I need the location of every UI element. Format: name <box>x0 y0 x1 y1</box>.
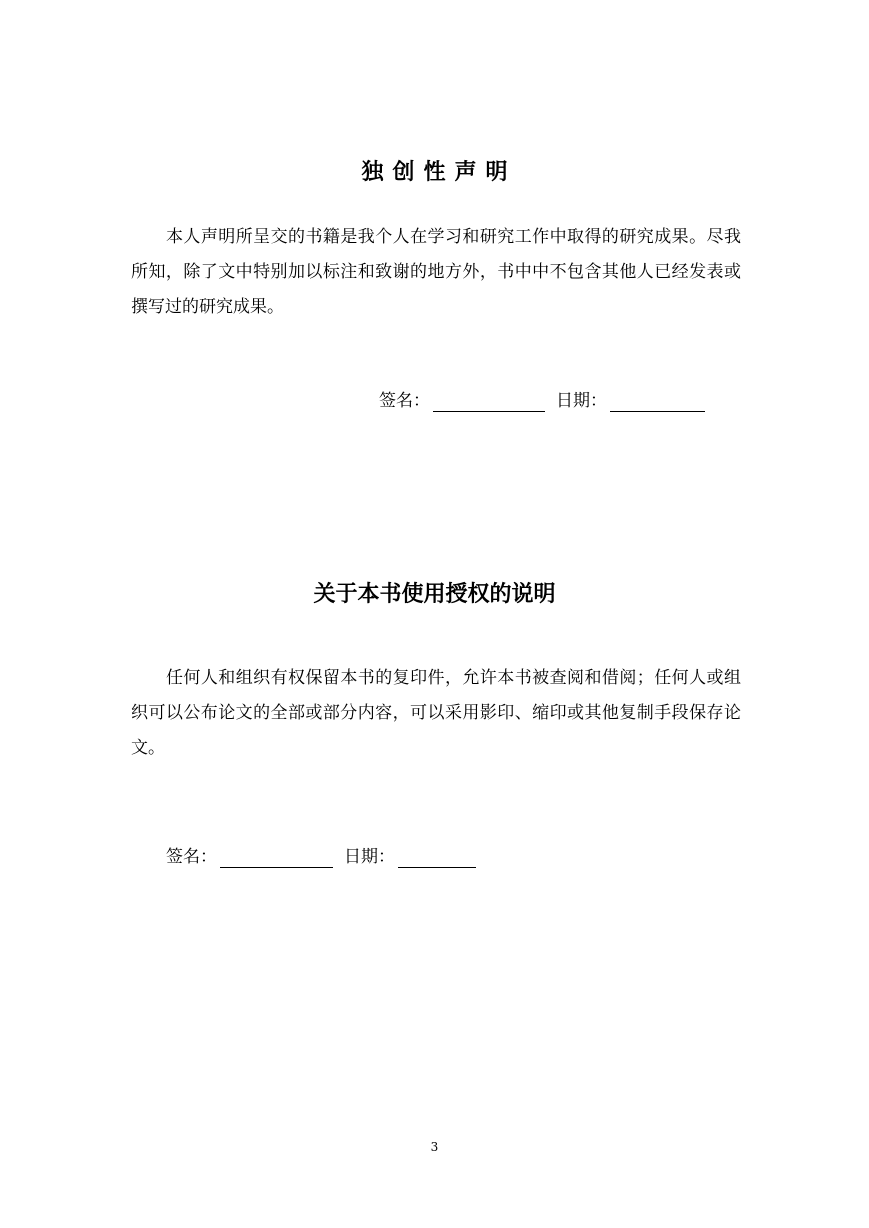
originality-statement-body: 本人声明所呈交的书籍是我个人在学习和研究工作中取得的研究成果。尽我所知，除了文中特别加以标注和致谢的地方外，书中中不包含其他人已经发表或撰写过的研究成果。 <box>131 227 741 317</box>
page-number: 3 <box>430 1140 439 1154</box>
date-blank <box>398 849 476 868</box>
signature-blank <box>220 849 333 868</box>
authorization-statement-body: 任何人和组织有权保留本书的复印件，允许本书被查阅和借阅；任何人或组织可以公布论文的全部或部分内容，可以采用影印、缩印或其他复制手段保存论文。 <box>131 668 741 758</box>
signature-label: 签名： <box>166 847 217 867</box>
authorization-statement-title: 关于本书使用授权的说明 <box>313 582 556 607</box>
originality-statement-title: 独创性声明 <box>361 160 517 185</box>
date-blank <box>610 393 705 412</box>
date-label: 日期： <box>344 847 395 867</box>
signature-label: 签名： <box>379 391 430 411</box>
signature-blank <box>433 393 545 412</box>
originality-signature-line <box>379 388 705 412</box>
date-label: 日期： <box>556 391 607 411</box>
authorization-signature-line <box>166 844 476 868</box>
